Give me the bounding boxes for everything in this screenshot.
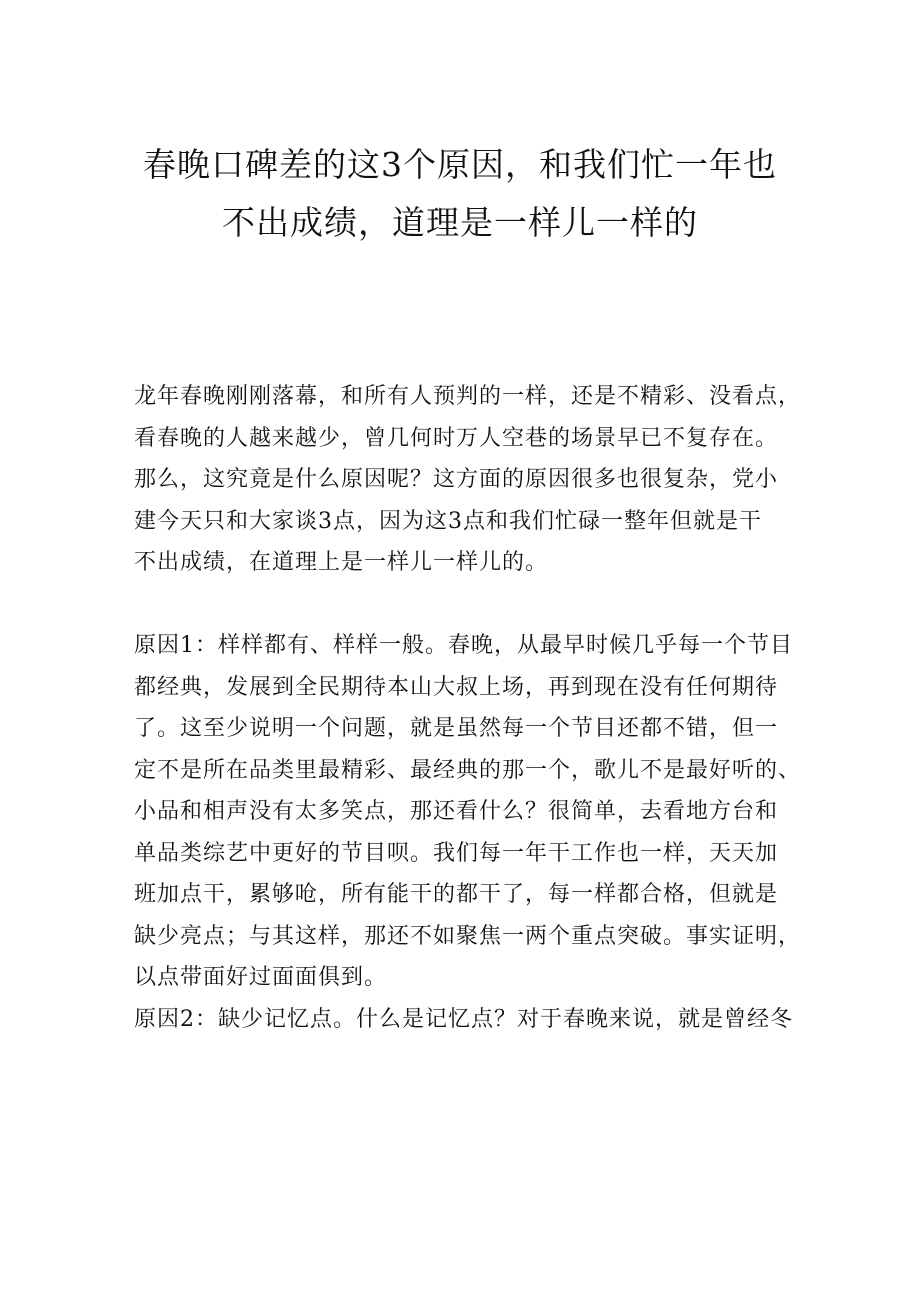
document-title [110, 136, 810, 252]
text-line: 建今天只和大家谈3点，因为这3点和我们忙碌一整年但就是干 [134, 508, 762, 534]
text-line: 单品类综艺中更好的节目呗。我们每一年干工作也一样，天天加 [134, 840, 779, 866]
paragraph-reason-1 [134, 625, 806, 999]
text-line: 看春晚的人越来越少，曾几何时万人空巷的场景早已不复存在。 [134, 425, 779, 451]
text-line: 不出成绩，在道理上是一样儿一样儿的。 [134, 550, 549, 575]
title-line: 不出成绩，道理是一样儿一样的 [222, 203, 698, 242]
text-line: 以点带面好过面面俱到。 [134, 965, 388, 990]
text-line: 班加点干，累够呛，所有能干的都干了，每一样都合格，但就是 [134, 882, 779, 907]
paragraph-intro [134, 376, 806, 584]
title-line: 春晚口碑差的这3个原因，和我们忙一年也 [143, 145, 777, 184]
text-line: 定不是所在品类里最精彩、最经典的那一个，歌儿不是最好听的、 [134, 757, 802, 783]
text-line: 龙年春晚刚刚落幕，和所有人预判的一样，还是不精彩、没看点， [134, 384, 802, 409]
text-line: 原因2：缺少记忆点。什么是记忆点？对于春晚来说，就是曾经冬 [134, 1006, 793, 1032]
paragraph-spacer [134, 584, 806, 626]
text-line: 都经典，发展到全民期待本山大叔上场，再到现在没有任何期待 [134, 674, 779, 700]
text-line: 原因1：样样都有、样样一般。春晚，从最早时候几乎每一个节目 [134, 633, 793, 658]
text-line: 小品和相声没有太多笑点，那还看什么？很简单，去看地方台和 [134, 799, 779, 824]
text-line: 缺少亮点；与其这样，那还不如聚焦一两个重点突破。事实证明， [134, 923, 802, 949]
text-line: 那么，这究竟是什么原因呢？这方面的原因很多也很复杂，党小 [134, 467, 779, 492]
text-line: 了。这至少说明一个问题，就是虽然每一个节目还都不错，但一 [134, 716, 779, 741]
paragraph-reason-2 [134, 999, 806, 1041]
document-body [134, 376, 806, 1040]
